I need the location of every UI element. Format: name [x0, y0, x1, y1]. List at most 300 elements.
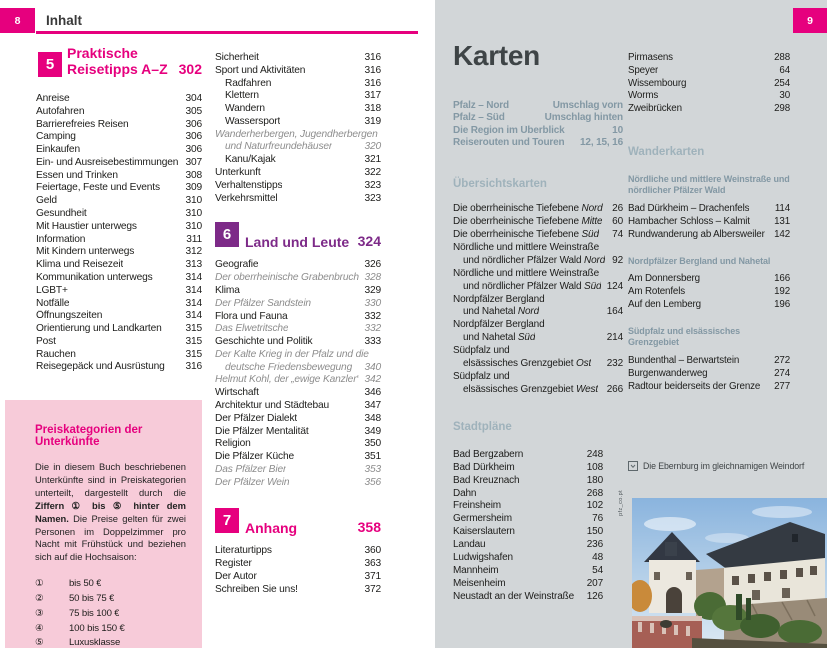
- wanderkarten-group-heading: Nördliche und mittlere Weinstraße und nördlicher Pfälzer Wald: [628, 173, 790, 196]
- entry-label: Notfälle: [36, 297, 70, 309]
- entry-label: Rauchen: [36, 348, 76, 360]
- price-categories-box: [5, 400, 202, 648]
- price-category-row: [35, 577, 186, 592]
- entry-label: Geschichte und Politik: [215, 336, 313, 348]
- toc-row: [36, 349, 202, 362]
- entry-label: Camping: [36, 131, 76, 143]
- entry-label: Kommunikation unterwegs: [36, 271, 153, 283]
- section-title-line: Reisetipps A–Z: [67, 60, 168, 77]
- map-row: [628, 286, 790, 299]
- entry-label: Die oberrheinische Tiefebene Süd: [453, 229, 599, 240]
- entry-page-number: 321: [364, 154, 381, 166]
- toc-list-security-transport: [215, 52, 381, 205]
- entry-label: Nordpfälzer Bergland: [453, 319, 545, 331]
- toc-row: [215, 413, 381, 426]
- price-category-symbol: ⑤: [35, 637, 44, 648]
- map-row: [453, 500, 603, 513]
- toc-row: [215, 545, 381, 558]
- toc-row: [215, 65, 381, 78]
- entry-label: Kaiserslautern: [453, 526, 515, 538]
- page-right: [435, 0, 827, 648]
- map-row: [628, 90, 790, 103]
- entry-label: Nördliche und mittlere Weinstraße: [453, 267, 600, 279]
- entry-label: Sicherheit: [215, 52, 259, 63]
- entry-label: Essen und Trinken: [36, 169, 118, 181]
- section-title: Land und Leute: [245, 234, 350, 251]
- entry-label: Autofahren: [36, 105, 85, 117]
- entry-label: Bad Bergzabern: [453, 448, 524, 460]
- entry-label: 75 bis 100 €: [69, 607, 120, 619]
- entry-page-number: 192: [774, 286, 790, 298]
- toc-row: [215, 323, 381, 336]
- maps-column-left: [453, 100, 623, 604]
- entry-label: Literaturtipps: [215, 545, 272, 557]
- entry-page-number: 314: [185, 310, 202, 322]
- toc-row: [215, 336, 381, 349]
- entry-label: Nordpfälzer Bergland: [453, 293, 545, 305]
- stadtplaene-heading: Stadtpläne: [453, 420, 512, 433]
- section-header-anhang: [215, 508, 381, 537]
- toc-row: [215, 311, 381, 324]
- entry-page-number: 356: [364, 476, 381, 488]
- map-row: [628, 103, 790, 116]
- entry-page-number: 10: [612, 124, 623, 136]
- toc-row: [215, 477, 381, 490]
- entry-label: Freinsheim: [453, 500, 501, 512]
- toc-row: [215, 180, 381, 193]
- entry-page-number: 348: [364, 412, 381, 424]
- toc-row: [36, 298, 202, 311]
- entry-page-number: 308: [185, 169, 202, 181]
- entry-label: Hambacher Schloss – Kalmit: [628, 215, 750, 227]
- entry-label: Anreise: [36, 93, 70, 104]
- entry-label: Klettern: [225, 90, 259, 102]
- entry-page-number: 313: [185, 259, 202, 271]
- entry-page-number: 310: [185, 220, 202, 232]
- entry-page-number: 254: [774, 77, 790, 89]
- entry-page-number: 274: [774, 367, 790, 379]
- page-header-title: Inhalt: [46, 13, 82, 28]
- entry-label: und Nahetal Süd: [463, 332, 536, 344]
- toc-row: [215, 362, 381, 375]
- toc-row: [36, 259, 202, 272]
- toc-row: [36, 182, 202, 195]
- entry-label: Pfalz – Süd: [453, 112, 505, 124]
- price-category-symbol: ④: [35, 622, 44, 634]
- toc-row: [36, 119, 202, 132]
- entry-label: Rundwanderung ab Albersweiler: [628, 228, 765, 240]
- entry-label: Bad Dürkheim: [453, 461, 515, 473]
- maps-column-right: [628, 52, 790, 394]
- paragraph-segment: Die in diesem Buch beschriebenen Unterkünfte sind in Preiskategorien unterteilt, dargestellt durch die: [35, 461, 186, 498]
- entry-page-number: 316: [364, 64, 381, 76]
- entry-page-number: 150: [586, 526, 603, 538]
- photo-credit: pfz_co.pt: [618, 490, 624, 516]
- entry-page-number: 64: [779, 64, 790, 76]
- entry-page-number: 363: [364, 558, 381, 570]
- entry-page-number: 196: [774, 299, 790, 311]
- section-page-number: 324: [357, 233, 381, 250]
- entry-label: Verkehrsmittel: [215, 192, 278, 204]
- entry-page-number: 332: [364, 310, 381, 322]
- entry-label: Wissembourg: [628, 77, 687, 89]
- entry-page-number: 350: [364, 438, 381, 450]
- section-header-land-und-leute: [215, 222, 381, 251]
- entry-page-number: 333: [364, 336, 381, 348]
- map-row: [453, 449, 603, 462]
- photo-caption-text: Die Ebernburg im gleichnamigen Weindorf: [643, 461, 805, 471]
- paragraph-segment: Die Preise gelten für zwei Personen im Doppelzimmer pro Nacht mit Frühstück und beziehen sich auf die Hochsaison:: [35, 512, 186, 563]
- toc-row: [36, 310, 202, 323]
- entry-page-number: 232: [606, 358, 623, 370]
- entry-label: Germersheim: [453, 513, 512, 525]
- entry-label: LGBT+: [36, 284, 68, 296]
- entry-page-number: 319: [364, 115, 381, 127]
- entry-page-number: 316: [364, 77, 381, 89]
- entry-page-number: 164: [606, 306, 623, 318]
- entry-label: Reiserouten und Touren: [453, 136, 565, 148]
- toc-row: [215, 400, 381, 413]
- map-row: [628, 229, 790, 242]
- entry-label: Post: [36, 335, 56, 347]
- toc-row: [36, 221, 202, 234]
- entry-page-number: 346: [364, 387, 381, 399]
- photo-caption-icon: [628, 461, 638, 471]
- entry-label: Am Donnersberg: [628, 273, 700, 285]
- entry-page-number: 306: [185, 131, 202, 143]
- entry-page-number: 124: [606, 280, 623, 292]
- entry-label: Verhaltenstipps: [215, 179, 283, 191]
- toc-row: [215, 298, 381, 311]
- entry-label: 100 bis 150 €: [69, 622, 125, 634]
- section-number-badge: 6: [215, 222, 239, 247]
- entry-page-number: Umschlag vorn: [552, 100, 623, 111]
- price-category-row: [35, 636, 186, 648]
- price-category-symbol: ③: [35, 607, 44, 619]
- section-title: [67, 46, 179, 77]
- entry-page-number: 76: [592, 513, 603, 525]
- entry-label: elsässisches Grenzgebiet Ost: [463, 358, 592, 370]
- entry-label: Der oberrheinische Grabenbruch: [215, 272, 359, 284]
- entry-label: Der Pfälzer Wein: [215, 476, 290, 488]
- entry-page-number: 207: [586, 577, 603, 589]
- map-row: [453, 552, 603, 565]
- entry-label: Der Pfälzer Dialekt: [215, 412, 298, 424]
- map-row: [628, 52, 790, 65]
- toc-row: [36, 272, 202, 285]
- entry-page-number: 330: [364, 297, 381, 309]
- toc-list-land-und-leute: [215, 259, 381, 489]
- section-page-number: 302: [178, 61, 202, 77]
- entry-page-number: 322: [364, 167, 381, 179]
- photo-caption: [628, 461, 827, 471]
- entry-page-number: 54: [592, 564, 603, 576]
- entry-label: Flora und Fauna: [215, 310, 288, 322]
- wanderkarten-group-heading: Nordpfälzer Bergland und Nahetal: [628, 255, 771, 266]
- price-category-symbol: ①: [35, 578, 44, 590]
- entry-label: Das Pfälzer Bier: [215, 463, 287, 475]
- toc-row: [36, 195, 202, 208]
- entry-label: Burgenwanderweg: [628, 367, 708, 379]
- entry-label: Einkaufen: [36, 144, 80, 156]
- entry-page-number: Umschlag hinten: [544, 112, 623, 124]
- entry-label: Nördliche und mittlere Weinstraße: [453, 241, 600, 253]
- page-number-tab-right: [793, 8, 827, 33]
- entry-label: Zweibrücken: [628, 103, 682, 115]
- entry-label: Die oberrheinische Tiefebene Mitte: [453, 216, 603, 228]
- stadtplaene-list-continued: [628, 52, 790, 116]
- entry-page-number: 372: [364, 583, 381, 595]
- entry-label: Mit Haustier unterwegs: [36, 220, 137, 232]
- map-row: [453, 539, 603, 552]
- entry-page-number: 142: [774, 228, 790, 240]
- entry-page-number: 306: [185, 144, 202, 156]
- entry-page-number: 272: [774, 354, 790, 366]
- entry-page-number: 248: [586, 448, 603, 460]
- map-row: [628, 216, 790, 229]
- map-row: [453, 319, 623, 332]
- map-row: [453, 526, 603, 539]
- entry-label: Worms: [628, 90, 659, 102]
- entry-page-number: 323: [364, 179, 381, 191]
- entry-page-number: 26: [612, 203, 623, 215]
- entry-label: Luxusklasse: [69, 637, 121, 648]
- entry-label: Die Pfälzer Küche: [215, 451, 294, 463]
- map-row: [453, 125, 623, 137]
- map-row: [453, 358, 623, 371]
- entry-page-number: 340: [364, 361, 381, 373]
- toc-row: [36, 131, 202, 144]
- entry-page-number: 353: [364, 463, 381, 475]
- map-row: [453, 565, 603, 578]
- map-row: [628, 299, 790, 312]
- section-title: Anhang: [245, 520, 298, 537]
- entry-page-number: 315: [185, 323, 202, 335]
- uebersichtskarten-list: [453, 203, 623, 397]
- map-row: [453, 371, 623, 384]
- entry-page-number: 306: [185, 118, 202, 130]
- entry-label: Klima und Reisezeit: [36, 259, 124, 271]
- entry-label: Dahn: [453, 487, 477, 499]
- entry-label: Register: [215, 558, 252, 570]
- map-row: [453, 591, 603, 604]
- entry-label: Bundenthal – Berwartstein: [628, 354, 740, 366]
- entry-page-number: 268: [586, 487, 603, 499]
- map-row: [628, 203, 790, 216]
- toc-row: [36, 170, 202, 183]
- entry-page-number: 332: [364, 323, 381, 335]
- entry-page-number: 320: [364, 141, 381, 153]
- entry-label: Wanderherbergen, Jugendherbergen: [215, 128, 378, 140]
- map-row: [628, 381, 790, 394]
- page-number: 9: [807, 14, 813, 27]
- entry-page-number: 316: [364, 52, 381, 63]
- map-row: [453, 216, 623, 229]
- maps-intro-list: [453, 100, 623, 149]
- toc-row: [215, 272, 381, 285]
- entry-label: Speyer: [628, 64, 659, 76]
- map-row: [453, 229, 623, 242]
- toc-row: [215, 129, 381, 142]
- entry-page-number: 108: [586, 461, 603, 473]
- toc-row: [215, 584, 381, 597]
- castle-photo: [632, 498, 827, 648]
- price-box-title: Preiskategorien der Unterkünfte: [35, 424, 143, 448]
- entry-label: Feiertage, Feste und Events: [36, 182, 160, 194]
- entry-page-number: 360: [364, 545, 381, 557]
- toc-row: [215, 103, 381, 116]
- entry-label: Südpfalz und: [453, 370, 510, 382]
- map-row: [453, 475, 603, 488]
- toc-row: [215, 451, 381, 464]
- wanderkarten-group-list: [628, 203, 790, 242]
- entry-page-number: 60: [612, 216, 623, 228]
- map-row: [628, 273, 790, 286]
- toc-row: [36, 234, 202, 247]
- entry-label: Die Pfälzer Mentalität: [215, 425, 309, 437]
- entry-label: Der Autor: [215, 571, 257, 582]
- header-rule: [36, 31, 418, 34]
- entry-label: Ein- und Ausreisebestimmungen: [36, 156, 179, 168]
- map-row: [453, 112, 623, 124]
- entry-page-number: 312: [185, 246, 202, 258]
- toc-row: [215, 426, 381, 439]
- stadtplaene-list: [453, 449, 603, 604]
- entry-label: Das Elwetritsche: [215, 323, 289, 335]
- entry-page-number: 371: [364, 571, 381, 582]
- map-row: [453, 513, 603, 526]
- entry-page-number: 288: [774, 52, 790, 63]
- entry-label: Kanu/Kajak: [225, 154, 276, 166]
- entry-page-number: 166: [774, 273, 790, 285]
- entry-page-number: 298: [774, 103, 790, 115]
- map-row: [453, 281, 623, 294]
- entry-page-number: 310: [185, 195, 202, 207]
- toc-row: [215, 438, 381, 451]
- map-row: [628, 78, 790, 91]
- entry-label: und Nahetal Nord: [463, 306, 539, 318]
- entry-label: Religion: [215, 438, 251, 450]
- page-number: 8: [14, 14, 21, 27]
- toc-row: [215, 167, 381, 180]
- entry-label: Pirmasens: [628, 52, 673, 63]
- map-row: [453, 268, 623, 281]
- entry-label: und nördlicher Pfälzer Wald Nord: [463, 254, 606, 266]
- price-category-list: [35, 577, 186, 648]
- entry-label: elsässisches Grenzgebiet West: [463, 383, 598, 395]
- entry-page-number: 328: [364, 272, 381, 284]
- entry-label: Ludwigshafen: [453, 552, 513, 564]
- toc-list-anhang: [215, 545, 381, 596]
- entry-page-number: 12, 15, 16: [580, 136, 623, 148]
- map-row: [453, 384, 623, 397]
- entry-label: Wandern: [225, 103, 265, 115]
- map-row: [628, 355, 790, 368]
- wanderkarten-heading: Wanderkarten: [628, 145, 705, 158]
- entry-page-number: 314: [185, 297, 202, 309]
- toc-column-b: [215, 52, 381, 597]
- gate-arch: [666, 587, 682, 613]
- entry-page-number: 314: [185, 284, 202, 296]
- entry-label: Landau: [453, 539, 486, 551]
- entry-label: Radfahren: [225, 77, 272, 89]
- wanderkarten-group-heading: Südpfalz und elsässisches Grenzgebiet: [628, 325, 741, 348]
- entry-page-number: 315: [185, 335, 202, 347]
- map-row: [453, 345, 623, 358]
- entry-label: Information: [36, 233, 86, 245]
- toc-row: [36, 361, 202, 374]
- section-number-badge: 5: [38, 52, 62, 77]
- toc-row: [36, 336, 202, 349]
- section-title-line: Praktische: [67, 45, 138, 61]
- entry-page-number: 311: [186, 233, 202, 245]
- person-silhouette: [660, 620, 672, 628]
- map-row: [453, 306, 623, 319]
- entry-label: deutsche Friedensbewegung: [225, 361, 353, 373]
- entry-label: 50 bis 75 €: [69, 593, 115, 605]
- entry-label: Unterkunft: [215, 167, 261, 179]
- map-row: [453, 294, 623, 307]
- entry-label: Pfalz – Nord: [453, 100, 509, 111]
- entry-label: und nördlicher Pfälzer Wald Süd: [463, 280, 602, 292]
- entry-page-number: 307: [185, 156, 202, 168]
- entry-page-number: 347: [364, 399, 381, 411]
- entry-page-number: 310: [185, 208, 202, 220]
- entry-label: Klima: [215, 284, 240, 296]
- entry-page-number: 329: [364, 284, 381, 296]
- entry-page-number: 214: [606, 332, 623, 344]
- entry-label: Wassersport: [225, 115, 281, 127]
- wanderkarten-group-list: [628, 355, 790, 394]
- toc-row: [215, 285, 381, 298]
- map-row: [453, 100, 623, 112]
- entry-label: Der Kalte Krieg in der Pfalz und die: [215, 348, 369, 360]
- entry-page-number: 318: [364, 103, 381, 115]
- entry-page-number: 277: [774, 380, 790, 392]
- entry-label: Geografie: [215, 259, 259, 271]
- entry-label: Schreiben Sie uns!: [215, 583, 298, 595]
- toc-row: [215, 349, 381, 362]
- uebersichtskarten-heading: Übersichtskarten: [453, 178, 547, 191]
- toc-row: [215, 571, 381, 584]
- wanderkarten-group-list: [628, 273, 790, 312]
- entry-label: Öffnungszeiten: [36, 310, 103, 322]
- entry-page-number: 349: [364, 425, 381, 437]
- entry-page-number: 316: [185, 361, 202, 373]
- map-row: [453, 242, 623, 255]
- toc-row: [215, 154, 381, 167]
- map-row: [628, 368, 790, 381]
- entry-page-number: 342: [364, 374, 381, 386]
- entry-label: Mannheim: [453, 564, 499, 576]
- entry-page-number: 102: [586, 500, 603, 512]
- toc-row: [36, 93, 202, 106]
- entry-label: Am Rotenfels: [628, 286, 686, 298]
- toc-row: [215, 464, 381, 477]
- price-box-paragraph: [35, 461, 186, 564]
- map-row: [453, 255, 623, 268]
- toc-row: [215, 141, 381, 154]
- toc-row: [36, 106, 202, 119]
- toc-row: [36, 285, 202, 298]
- entry-page-number: 309: [185, 182, 202, 194]
- toc-row: [215, 259, 381, 272]
- entry-label: Auf den Lemberg: [628, 299, 701, 311]
- entry-label: und Naturfreundehäuser: [225, 141, 333, 153]
- toc-row: [215, 90, 381, 103]
- toc-row: [215, 374, 381, 387]
- entry-page-number: 323: [364, 192, 381, 204]
